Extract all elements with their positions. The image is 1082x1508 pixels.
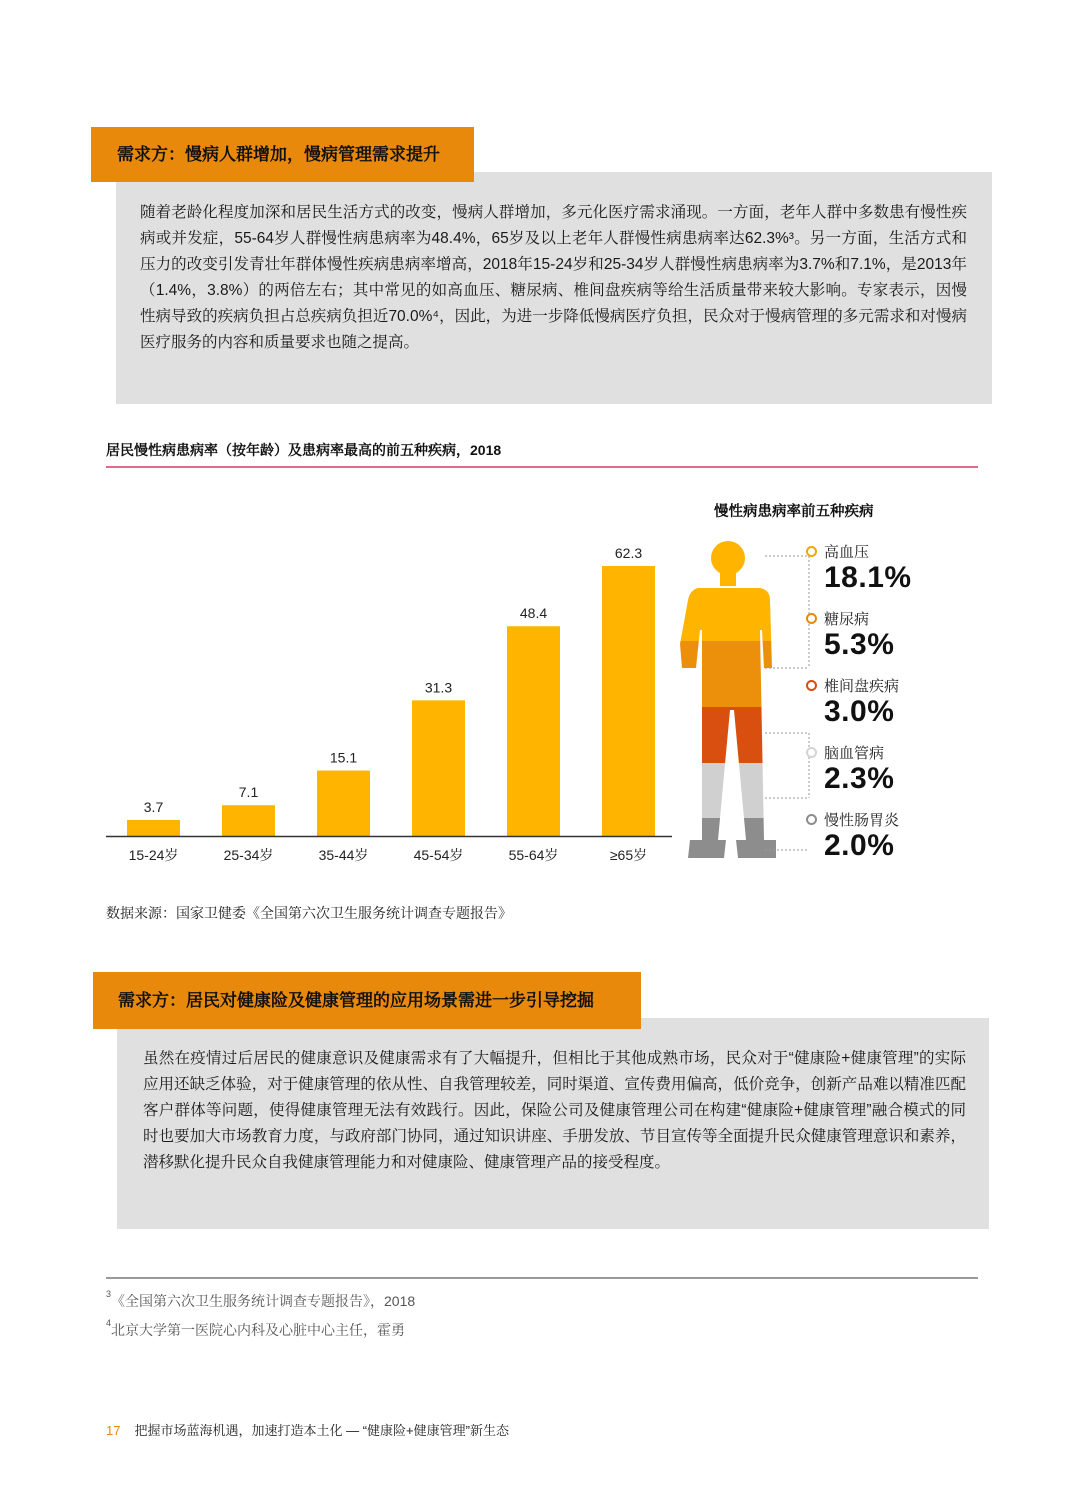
data-label: 62.3 bbox=[614, 545, 643, 561]
footnote-4 bbox=[106, 1320, 405, 1340]
data-label: 48.4 bbox=[519, 605, 548, 622]
section1-title: 需求方：慢病人群增加，慢病管理需求提升 bbox=[91, 127, 474, 182]
category-label: 35-44岁 bbox=[318, 847, 369, 863]
bar-chart bbox=[100, 530, 680, 870]
page-footer bbox=[106, 1420, 509, 1439]
chart-title: 居民慢性病患病率（按年龄）及患病率最高的前五种疾病，2018 bbox=[106, 442, 502, 458]
footnote-3 bbox=[106, 1291, 415, 1311]
footnote-mark: 3 bbox=[106, 1289, 112, 1299]
ring-icon bbox=[806, 546, 817, 557]
bar-45-54岁 bbox=[412, 700, 465, 836]
disease-rate: 3.0% bbox=[824, 695, 895, 728]
bar-15-24岁 bbox=[127, 820, 180, 836]
category-label: 25-34岁 bbox=[223, 847, 274, 863]
footnote-text: 《全国第六次卫生服务统计调查专题报告》，2018 bbox=[111, 1293, 416, 1309]
bar-55-64岁 bbox=[507, 626, 560, 836]
category-label: 55-64岁 bbox=[508, 847, 559, 863]
disease-name: 慢性肠胃炎 bbox=[824, 812, 900, 829]
category-label: 15-24岁 bbox=[128, 847, 179, 863]
disease-rate: 2.3% bbox=[824, 762, 895, 795]
ring-icon bbox=[806, 747, 817, 758]
disease-bracket-lines bbox=[765, 548, 815, 858]
top-diseases-heading: 慢性病患病率前五种疾病 bbox=[714, 504, 874, 520]
chart-source: 数据来源：国家卫健委《全国第六次卫生服务统计调查专题报告》 bbox=[106, 905, 512, 921]
footnote-text: 北京大学第一医院心内科及心脏中心主任，霍勇 bbox=[111, 1322, 406, 1338]
section1-body: 随着老龄化程度加深和居民生活方式的改变，慢病人群增加，多元化医疗需求涌现。一方面，老年人群中多数患有慢性疾病或并发症，55-64岁人群慢性病患病率为48.4%，65岁及以上老年人群慢性病患病率达62.3%³。另一方面，生活方式和压力的改变引发青壮年群体慢性疾病患病率增高，2018年15-24岁和25-34岁人群慢性病患病率为3.7%和7.1%，是2013年（1.4%，3.8%）的两倍左右；其中常见的如高血压、糖尿病、椎间盘疾病等给生活质量带来较大影响。专家表示，因慢性病导致的疾病负担占总疾病负担近70.0%⁴，因此，为进一步降低慢病医疗负担，民众对于慢病管理的多元需求和对慢病医疗服务的内容和质量要求也随之提高。 bbox=[140, 204, 967, 351]
ring-icon bbox=[806, 613, 817, 624]
disease-rate: 18.1% bbox=[824, 561, 912, 594]
data-label: 7.1 bbox=[238, 784, 259, 801]
disease-name: 糖尿病 bbox=[824, 611, 870, 628]
ring-icon bbox=[806, 814, 817, 825]
bar-35-44岁 bbox=[317, 771, 370, 836]
page-number: 17 bbox=[106, 1423, 121, 1438]
footer-text: 把握市场蓝海机遇，加速打造本土化 — “健康险+健康管理”新生态 bbox=[134, 1423, 509, 1438]
data-label: 15.1 bbox=[329, 749, 358, 766]
disease-name: 椎间盘疾病 bbox=[824, 678, 900, 695]
footnote-rule bbox=[106, 1277, 978, 1279]
bar-25-34岁 bbox=[222, 805, 275, 836]
section2-title: 需求方：居民对健康险及健康管理的应用场景需进一步引导挖掘 bbox=[93, 972, 641, 1029]
category-label: 45-54岁 bbox=[413, 847, 464, 863]
ring-icon bbox=[806, 680, 817, 691]
disease-rate: 5.3% bbox=[824, 628, 895, 661]
category-label: ≥65岁 bbox=[609, 847, 648, 863]
section2-body: 虽然在疫情过后居民的健康意识及健康需求有了大幅提升，但相比于其他成熟市场，民众对于“健康险+健康管理”的实际应用还缺乏体验，对于健康管理的依从性、自我管理较差，同时渠道、宣传费用偏高，低价竞争，创新产品难以精准匹配客户群体等问题，使得健康管理无法有效践行。因此，保险公司及健康管理公司在构建“健康险+健康管理”融合模式的同时也要加大市场教育力度，与政府部门协同，通过知识讲座、手册发放、节目宣传等全面提升民众健康管理意识和素养，潜移默化提升民众自我健康管理能力和对健康险、健康管理产品的接受程度。 bbox=[143, 1050, 966, 1171]
chart-title-rule bbox=[106, 466, 978, 468]
disease-rate: 2.0% bbox=[824, 829, 895, 862]
disease-name: 高血压 bbox=[824, 544, 870, 561]
data-label: 31.3 bbox=[424, 679, 453, 696]
bar-≥65岁 bbox=[602, 566, 655, 836]
footnote-mark: 4 bbox=[106, 1318, 112, 1328]
data-label: 3.7 bbox=[143, 798, 164, 815]
disease-name: 脑血管病 bbox=[824, 745, 885, 762]
